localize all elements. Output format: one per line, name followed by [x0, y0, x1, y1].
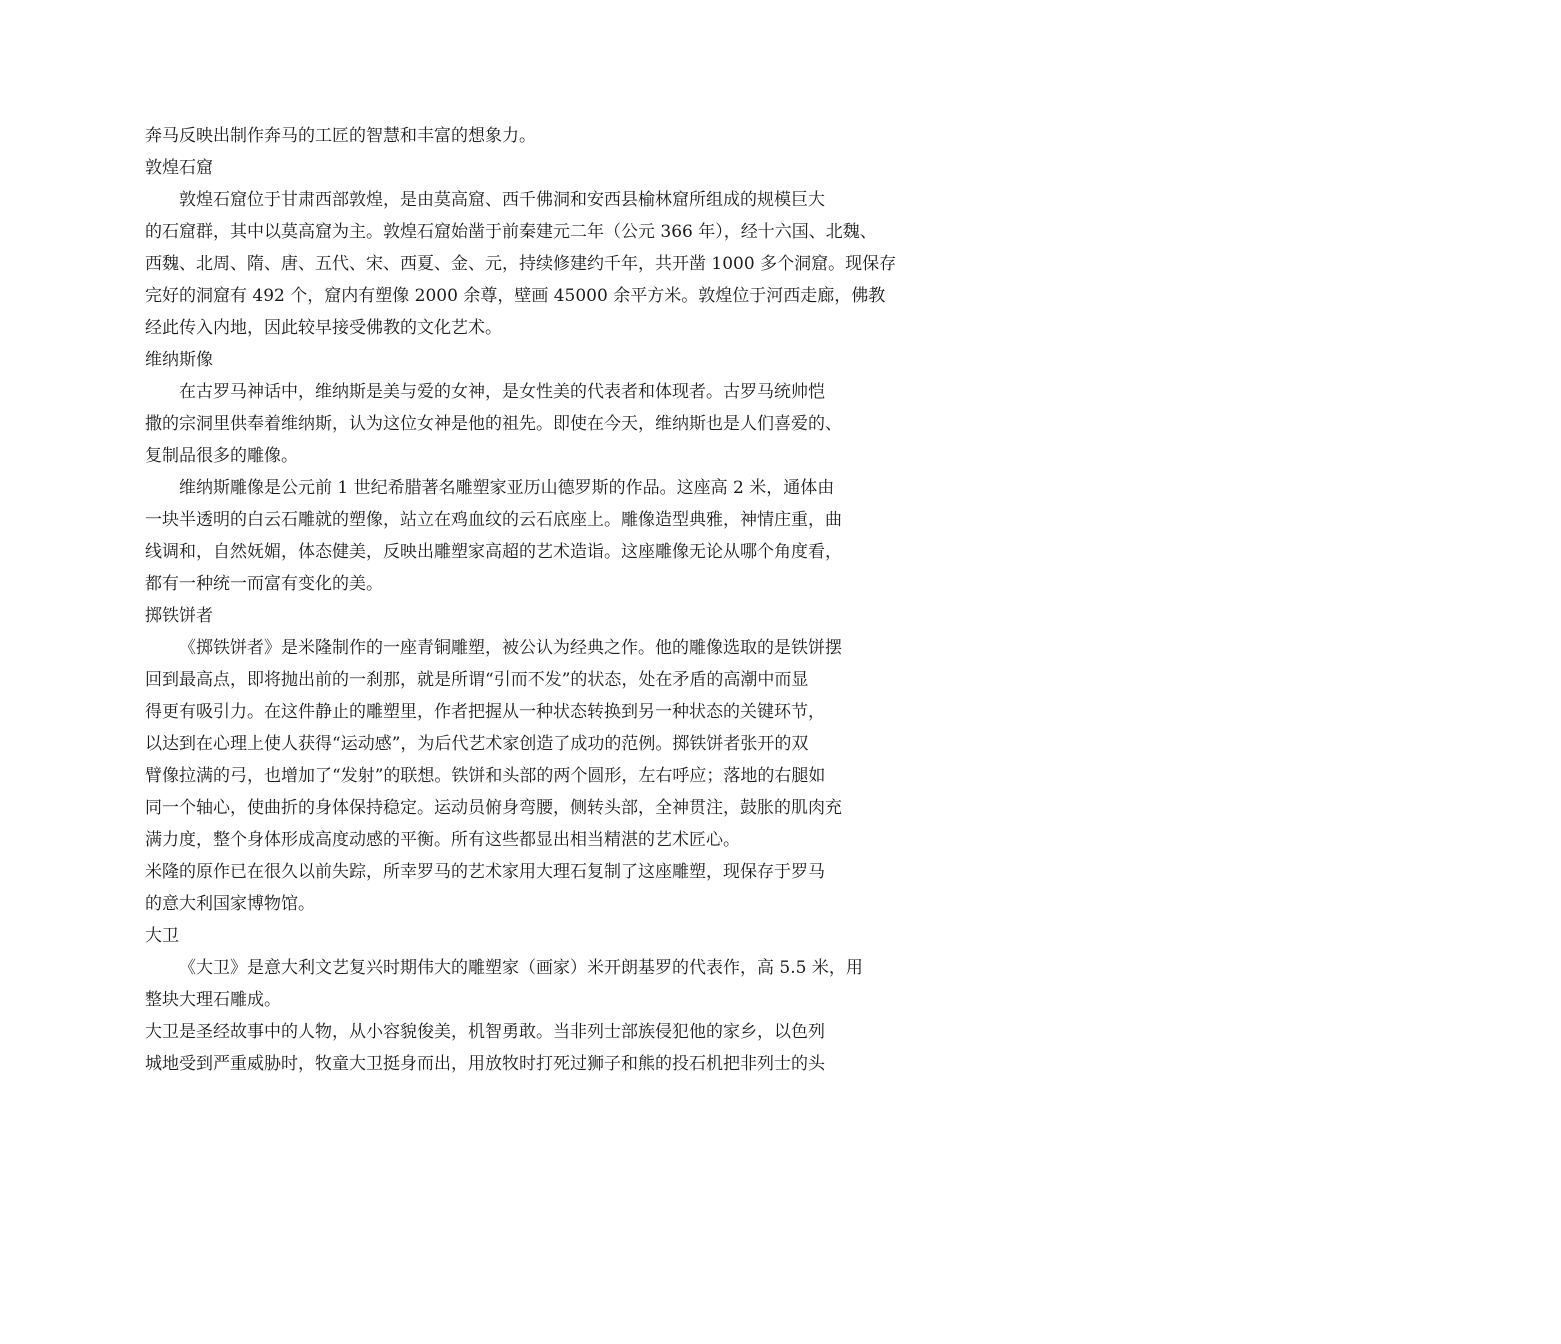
text-line: 大卫是圣经故事中的人物，从小容貌俊美，机智勇敢。当非列士部族侵犯他的家乡，以色列 — [145, 1022, 825, 1042]
section-heading: 大卫 — [145, 926, 179, 946]
text-line: 敦煌石窟位于甘肃西部敦煌，是由莫高窟、西千佛洞和安西县榆林窟所组成的规模巨大 — [179, 190, 825, 210]
text-line: 奔马反映出制作奔马的工匠的智慧和丰富的想象力。 — [145, 126, 536, 146]
text-line: 维纳斯雕像是公元前 1 世纪希腊著名雕塑家亚历山德罗斯的作品。这座高 2 米，通体由 — [179, 478, 835, 498]
text-line: 一块半透明的白云石雕就的塑像，站立在鸡血纹的云石底座上。雕像造型典雅，神情庄重，曲 — [145, 510, 842, 530]
text-line: 回到最高点，即将抛出前的一刹那，就是所谓“引而不发”的状态，处在矛盾的高潮中而显 — [145, 670, 809, 690]
text-line: 臂像拉满的弓，也增加了“发射”的联想。铁饼和头部的两个圆形，左右呼应；落地的右腿如 — [145, 766, 826, 786]
text-line: 满力度，整个身体形成高度动感的平衡。所有这些都显出相当精湛的艺术匠心。 — [145, 830, 740, 850]
section-heading: 掷铁饼者 — [145, 606, 213, 626]
text-line: 复制品很多的雕像。 — [145, 446, 298, 466]
text-line: 米隆的原作已在很久以前失踪，所幸罗马的艺术家用大理石复制了这座雕塑，现保存于罗马 — [145, 862, 825, 882]
section-heading: 维纳斯像 — [145, 350, 213, 370]
section-heading: 敦煌石窟 — [145, 158, 213, 178]
text-line: 以达到在心理上使人获得“运动感”，为后代艺术家创造了成功的范例。掷铁饼者张开的双 — [145, 734, 809, 754]
text-line: 得更有吸引力。在这件静止的雕塑里，作者把握从一种状态转换到另一种状态的关键环节， — [145, 702, 825, 722]
text-line: 城地受到严重威胁时，牧童大卫挺身而出，用放牧时打死过狮子和熊的投石机把非列士的头 — [145, 1054, 825, 1074]
text-line: 《大卫》是意大利文艺复兴时期伟大的雕塑家（画家）米开朗基罗的代表作，高 5.5 米，用 — [179, 958, 863, 978]
text-line: 西魏、北周、隋、唐、五代、宋、西夏、金、元，持续修建约千年，共开凿 1000 多个洞窟。现保存 — [145, 254, 897, 274]
text-line: 的意大利国家博物馆。 — [145, 894, 315, 914]
text-line: 完好的洞窟有 492 个，窟内有塑像 2000 余尊，壁画 45000 余平方米。敦煌位于河西走廊，佛教 — [145, 286, 886, 306]
text-line: 撒的宗洞里供奉着维纳斯，认为这位女神是他的祖先。即使在今天，维纳斯也是人们喜爱的、 — [145, 414, 842, 434]
text-line: 都有一种统一而富有变化的美。 — [145, 574, 383, 594]
text-line: 同一个轴心，使曲折的身体保持稳定。运动员俯身弯腰，侧转头部，全神贯注，鼓胀的肌肉充 — [145, 798, 842, 818]
text-line: 的石窟群，其中以莫高窟为主。敦煌石窟始凿于前秦建元二年（公元 366 年），经十六国、北魏、 — [145, 222, 877, 242]
text-line: 线调和，自然妩媚，体态健美，反映出雕塑家高超的艺术造诣。这座雕像无论从哪个角度看， — [145, 542, 842, 562]
text-line: 《掷铁饼者》是米隆制作的一座青铜雕塑，被公认为经典之作。他的雕像选取的是铁饼摆 — [179, 638, 842, 658]
text-line: 在古罗马神话中，维纳斯是美与爱的女神，是女性美的代表者和体现者。古罗马统帅恺 — [179, 382, 825, 402]
text-line: 整块大理石雕成。 — [145, 990, 281, 1010]
document-page — [145, 120, 897, 1080]
text-line: 经此传入内地，因此较早接受佛教的文化艺术。 — [145, 318, 502, 338]
